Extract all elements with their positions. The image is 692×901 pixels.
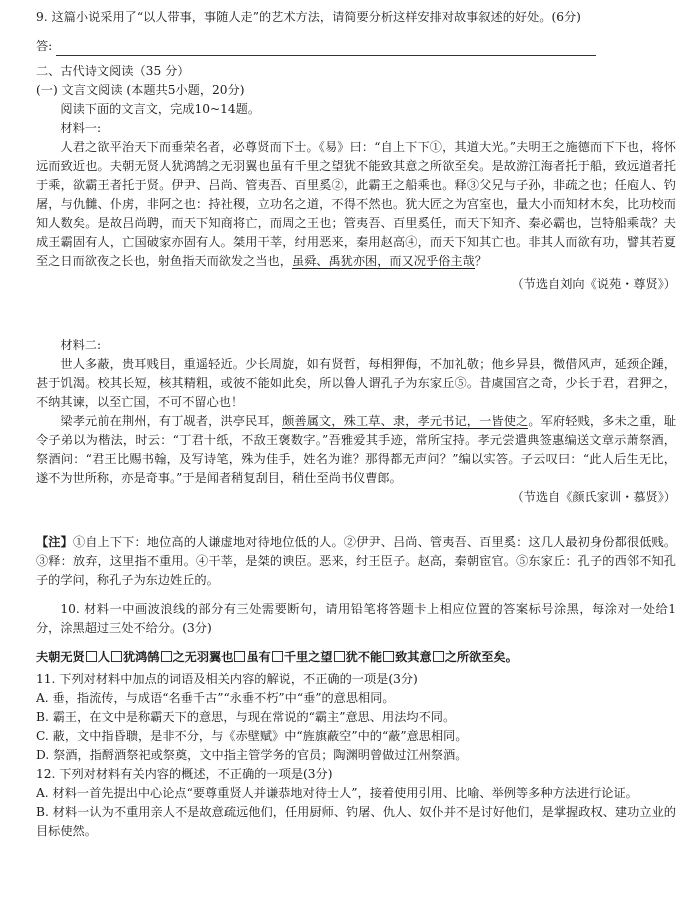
question-11 — [36, 670, 676, 765]
material-1-label: 材料一: — [60, 121, 102, 135]
option-12-b[interactable]: B. 材料一认为不重用亲人不是故意疏远他们，任用厨师、钓屠、仇人、奴仆并不是讨好他们，是掌握政权、建功立业的目标使然。 — [36, 805, 676, 838]
question-9: 9. 这篇小说采用了“以人带事，事随人走”的艺术方法，请简要分析这样安排对故事叙述的好处。(6分) — [36, 10, 581, 24]
break-box-6[interactable] — [334, 651, 345, 662]
question-10 — [36, 600, 676, 638]
option-11-a[interactable]: A. 垂，指流传，与成语“名垂千古”“永垂不朽”中“垂”的意思相同。 — [36, 691, 395, 705]
instruction: 阅读下面的文言文，完成10~14题。 — [60, 102, 261, 116]
answer-line-row — [36, 37, 596, 56]
wavy-underlined-text: 虽舜、禹犹亦困，而又况乎俗主哉 — [291, 254, 475, 268]
annotation-note — [36, 533, 676, 590]
note-text: 【注】①自上下下：地位高的人谦虚地对待地位低的人。②伊尹、吕尚、管夷吾、百里奚：这几人最初身份都很低贱。③释：放弃，这里指不重用。④干莘，是桀的谀臣。恶来，纣王臣子。赵高，秦朝宦官。⑤东家丘：孔子的西邻不知孔子的学问，称孔子为东边姓丘的。 — [36, 535, 677, 587]
question-12 — [36, 765, 676, 841]
break-box-7[interactable] — [383, 651, 394, 662]
break-box-4[interactable] — [234, 651, 245, 662]
answer-blank-line[interactable] — [56, 41, 596, 56]
material-2 — [36, 336, 676, 507]
material-2-para-2: 梁孝元前在荆州，有丁觇者，洪亭民耳，颇善属文，殊工草、隶，孝元书记，一皆使之。军府轻贱，多未之重，耻令子弟以为楷法，时云：“丁君十纸，不敌王褒数字。”吾雅爱其手迹，常所宝持。孝元尝遣典签惠编送文章示萧祭酒，祭酒问：“君王比赐书翰，及写诗笔，殊为佳手，姓名为谁？那得都无声问？”编以实答。子云叹曰：“此人后生无比，遂不为世所称，亦是奇事。”于是闻者稍复刮目，稍仕至尚书仪曹郎。 — [36, 414, 677, 485]
underlined-sentence: 颇善属文，殊工草、隶，孝元书记，一皆使之 — [282, 414, 529, 428]
answer-label: 答: — [36, 39, 53, 53]
break-box-8[interactable] — [433, 651, 444, 662]
material-1-text: 人君之欲平治天下而垂荣名者，必尊贤而下士。《易》曰：“自上下下①，其道大光。”夫明王之施德而下下也，将怀远而致近也。夫朝无贤人犹鸿鹄之无羽翼也虽有千里之望犹不能致其意之所欲至矣。是故游江海者托于船，致远道者托于乘，欲霸王者托于贤。伊尹、吕尚、管夷吾、百里奚②，此霸王之船乘也。释③父兄与子孙，非疏之也；任庖人、钓屠，与仇雠、仆虏，非阿之也：持社稷，立功名之道，不得不然也。犹大匠之为宫室也，量大小而知材木矣，比功校而知人数矣。是故吕尚聘，而天下知商将亡，而周之王也；管夷吾、百里奚任，而天下知齐、秦必霸也，岂特船乘哉？夫成王霸固有人，亡国破家亦固有人。桀用干莘，纣用恶来，秦用赵高④，而天下知其亡也。非其人而欲有功，譬其若夏至之日而欲夜之长也，射鱼指天而欲发之当也，虽舜、禹犹亦困，而又况乎俗主哉？ — [36, 140, 676, 268]
question-10-stem: 10. 材料一中画波浪线的部分有三处需要断句，请用铅笔将答题卡上相应位置的答案标号涂黑，每涂对一处给1分，涂黑超过三处不给分。(3分) — [36, 602, 676, 635]
question-12-stem: 12. 下列对材料有关内容的概述，不正确的一项是(3分) — [36, 767, 333, 781]
break-box-1[interactable] — [86, 651, 97, 662]
sentence-break-options: 夫朝无贤 人 犹鸿鹄 之无羽翼也 虽有 千里之望 犹不能 致其意 之所欲至矣。 — [36, 650, 518, 664]
option-11-b[interactable]: B. 霸王，在文中是称霸天下的意思，与现在常说的“霸主”意思、用法均不同。 — [36, 710, 456, 724]
material-2-para-1: 世人多蔽，贵耳贱目，重遥轻近。少长周旋，如有贤哲，每相狎侮，不加礼敬；他乡异县，微借风声，延颈企踵，甚于饥渴。校其长短，核其精粗，或彼不能如此矣，所以鲁人谓孔子为东家丘⑤。昔虞国宫之奇，少长于君，君狎之，不纳其谏，以至亡国，不可不留心也！ — [36, 357, 676, 409]
break-box-5[interactable] — [272, 651, 283, 662]
question-11-stem: 11. 下列对材料中加点的词语及相关内容的解说，不正确的一项是(3分) — [36, 672, 418, 686]
material-1 — [36, 138, 676, 294]
material-2-source: （节选自《颜氏家训・慕贤》） — [511, 490, 676, 504]
section-2-header — [36, 62, 676, 138]
option-11-c[interactable]: C. 蔽，文中指昏聩，是非不分，与《赤壁赋》中“旌旗蔽空”中的“蔽”意思相同。 — [36, 729, 468, 743]
option-12-a[interactable]: A. 材料一首先提出中心论点“要尊重贤人并谦恭地对待士人”，接着使用引用、比喻、举例等多种方法进行论证。 — [36, 786, 638, 800]
break-box-3[interactable] — [161, 651, 172, 662]
break-box-2[interactable] — [111, 651, 122, 662]
material-2-label: 材料二: — [60, 338, 102, 352]
subsection-title: (一) 文言文阅读 (本题共5小题，20分) — [36, 83, 245, 97]
section-title: 二、古代诗文阅读（35 分） — [36, 64, 190, 78]
option-11-d[interactable]: D. 祭酒，指酹酒祭祀或祭奠，文中指主管学务的官员；陶渊明曾做过江州祭酒。 — [36, 748, 468, 762]
material-1-source: （节选自刘向《说苑・尊贤》） — [511, 277, 676, 291]
